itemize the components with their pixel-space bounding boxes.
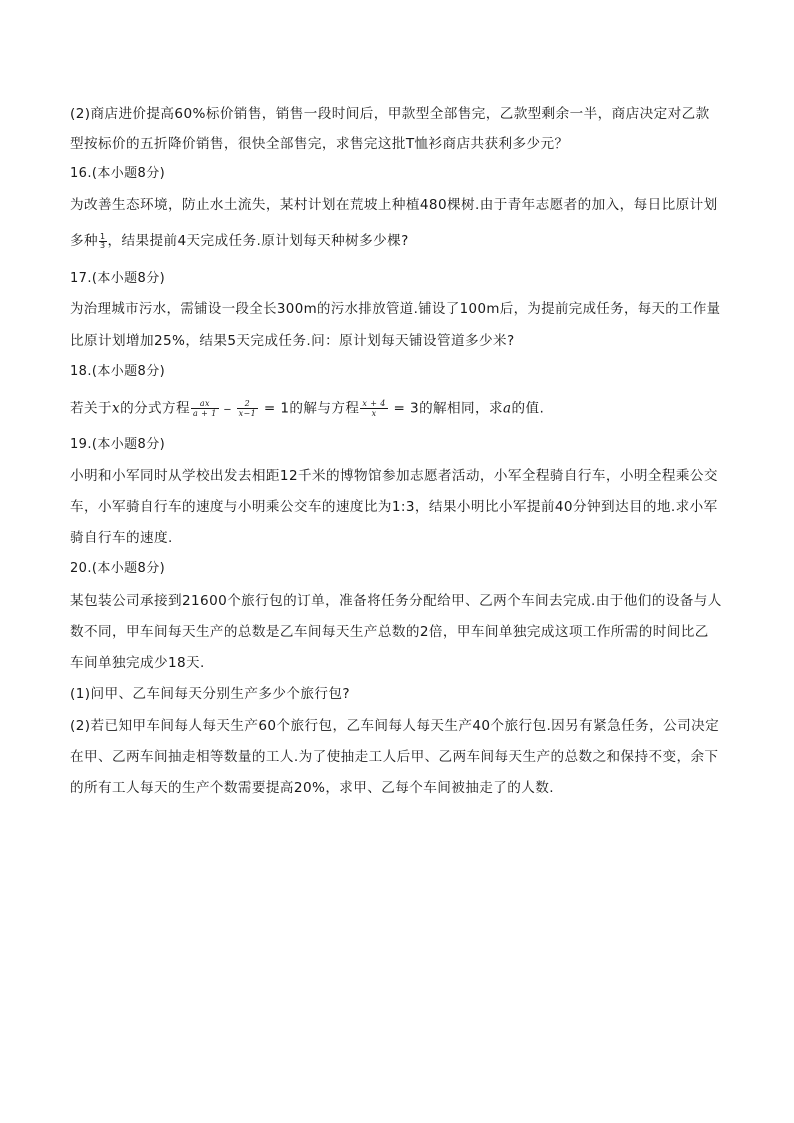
q18-post: 的值. (511, 400, 545, 417)
q16-frac-den: 3 (100, 240, 106, 250)
q18-var-x: x (111, 400, 121, 417)
q16-fraction (99, 233, 107, 250)
q20-part1: (1)问甲、乙车间每天分别生产多少个旅行包? (70, 686, 350, 702)
q18-pre: 若关于 (70, 400, 112, 417)
q16-line2-pre: 多种 (70, 233, 98, 249)
q18-fraction-3 (360, 399, 387, 418)
q18-f1-num: ax (191, 399, 219, 409)
q18-mid3: 的解相同，求 (419, 400, 504, 417)
q19-line1: 小明和小军同时从学校出发去相距12千米的博物馆参加志愿者活动，小军全程骑自行车，小明全程乘公交 (70, 468, 718, 484)
q19-line3: 骑自行车的速度. (70, 530, 173, 546)
q17-line1: 为治理城市污水，需铺设一段全长300m的污水排放管道.铺设了100m后，为提前完成任务，每天的工作量 (70, 302, 721, 317)
q19-line2: 车，小军骑自行车的速度与小明乘公交车的速度比为1:3，结果小明比小军提前40分钟到达目的地.求小军 (70, 499, 718, 515)
q20-line2: 数不同，甲车间每天生产的总数是乙车间每天生产总数的2倍，甲车间单独完成这项工作所需的时间比乙 (70, 624, 709, 640)
q17-header: 17.(本小题8分) (70, 271, 166, 286)
q18-f3-num: x + 4 (362, 399, 386, 408)
q15-part2-line2: 型按标价的五折降价销售，很快全部售完，求售完这批T恤衫商店共获利多少元？ (70, 136, 569, 152)
q18-fraction-2 (237, 399, 259, 418)
q18-line1 (70, 399, 544, 420)
q19-header: 19.(本小题8分) (70, 437, 166, 452)
q20-part2-line3: 的所有工人每天的生产个数需要提高20%，求甲、乙每个车间被抽走了的人数. (70, 780, 554, 796)
q16-header: 16.(本小题8分) (70, 166, 166, 181)
q16-line1: 为改善生态环境，防止水土流失，某村计划在荒坡上种植480棵树.由于青年志愿者的加入，每日比原计划 (70, 197, 718, 213)
q17-line2: 比原计划增加25%，结果5天完成任务.问：原计划每天铺设管道多少米? (70, 333, 515, 349)
q20-header: 20.(本小题8分) (70, 561, 166, 576)
q18-header: 18.(本小题8分) (70, 364, 166, 379)
q16-line2-post: ，结果提前4天完成任务.原计划每天种树多少棵? (107, 233, 409, 249)
q15-part2-line1: (2)商店进价提高60%标价销售，销售一段时间后，甲款型全部售完，乙款型剩余一半，商店决定对乙款 (70, 106, 710, 122)
q18-fraction-1 (191, 399, 219, 418)
q18-minus: − (219, 404, 236, 416)
q20-line3: 车间单独完成少18天. (70, 655, 205, 671)
q18-eq2: = 3 (388, 400, 420, 417)
q18-f2-num: 2 (237, 399, 259, 409)
q18-var-a: a (503, 400, 512, 417)
q18-f3-den: x (371, 409, 377, 418)
q18-eq1: = 1 (259, 400, 290, 417)
q20-line1: 某包装公司承接到21600个旅行包的订单，准备将任务分配给甲、乙两个车间去完成.由于他们的设备与人 (70, 593, 722, 609)
q16-line2 (70, 232, 409, 250)
q18-f1-den: a + 1 (193, 409, 217, 418)
q20-part2-line2: 在甲、乙两车间抽走相等数量的工人.为了使抽走工人后甲、乙两车间每天生产的总数之和保持不变，余下 (70, 749, 719, 765)
q20-part2-line1: (2)若已知甲车间每人每天生产60个旅行包，乙车间每人每天生产40个旅行包.因另有紧急任务，公司决定 (70, 718, 720, 734)
q18-mid1: 的分式方程 (120, 400, 191, 417)
q16-frac-num: 1 (100, 231, 106, 241)
q18-mid2: 的解与方程 (289, 400, 360, 417)
q18-f2-den: x−1 (238, 409, 257, 418)
